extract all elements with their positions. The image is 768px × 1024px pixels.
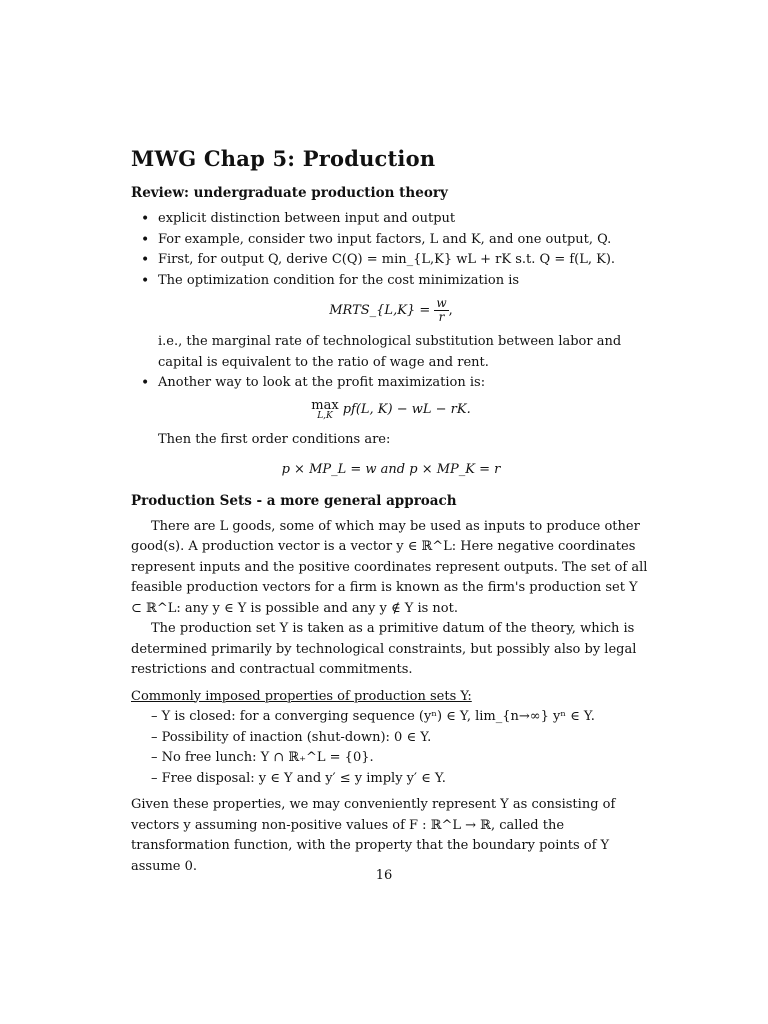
properties-list	[131, 707, 651, 789]
equation-profit	[131, 397, 651, 422]
paragraph: Given these properties, we may conveniently represent Y as consisting of vectors y assuming non-positive values of F : ℝ^L → ℝ, called the transformation function, with the property that the boundary points of Y assume 0.	[131, 797, 616, 874]
bullet-item: • The optimization condition for the cost minimization is	[131, 271, 651, 292]
max-operator	[311, 397, 339, 422]
page-title: MWG Chap 5: Production	[131, 146, 436, 171]
property-item: – Free disposal: y ∈ Y and y′ ≤ y imply y′ ∈ Y.	[151, 770, 446, 786]
bullet-item: • For example, consider two input factors, L and K, and one output, Q.	[131, 230, 651, 251]
section-heading-review: Review: undergraduate production theory	[131, 185, 448, 201]
bullet-list-2	[131, 373, 651, 394]
bullet-item: • explicit distinction between input and output	[131, 209, 651, 230]
property-item: – No free lunch: Y ∩ ℝ₊^L = {0}.	[151, 750, 374, 765]
max-label: max	[311, 397, 339, 413]
fraction-denominator: r	[438, 310, 445, 324]
equation-mrts	[131, 297, 651, 324]
section-heading-production-sets: Production Sets - a more general approach	[131, 492, 457, 509]
properties-heading: Commonly imposed properties of production sets Y:	[131, 688, 472, 704]
profit-expression: pf(L, K) − wL − rK.	[342, 401, 471, 417]
fraction-numerator: w	[436, 296, 447, 310]
page-number: 16	[375, 868, 393, 883]
foc-expression: p × MP_L = w and p × MP_K = r	[281, 462, 501, 477]
property-item: – Possibility of inaction (shut-down): 0 ∈ Y.	[151, 729, 432, 745]
equation-tail: ,	[448, 303, 453, 318]
equation-lhs: MRTS_{L,K} =	[329, 303, 431, 318]
bullet-item: • Another way to look at the profit maximization is:	[131, 373, 651, 394]
bullet-item: • First, for output Q, derive C(Q) = min_{L,K} wL + rK s.t. Q = f(L, K).	[131, 250, 651, 271]
document-page	[131, 146, 651, 877]
bullet-list	[131, 209, 651, 291]
max-subscript: L,K	[317, 410, 333, 421]
fraction	[434, 297, 448, 324]
equation-foc	[131, 460, 651, 481]
paragraph: There are L goods, some of which may be used as inputs to produce other good(s). A production vector is a vector y ∈ ℝ^L: Here negative coordinates represent inputs and the positive coordinates represent outputs. The set of all feasible production vectors for a firm is known as the firm's production set Y ⊂ ℝ^L: any y ∈ Y is possible and any y ∉ Y is not.	[131, 518, 648, 616]
foc-intro: Then the first order conditions are:	[158, 431, 391, 447]
property-item: – Y is closed: for a converging sequence (yⁿ) ∈ Y, lim_{n→∞} yⁿ ∈ Y.	[151, 709, 595, 724]
mrts-explanation: i.e., the marginal rate of technological substitution between labor and capital is equivalent to the ratio of wage and rent.	[158, 334, 622, 370]
paragraph: The production set Y is taken as a primitive datum of the theory, which is determined primarily by technological constraints, but possibly also by legal restrictions and contractual commitments.	[131, 621, 637, 677]
